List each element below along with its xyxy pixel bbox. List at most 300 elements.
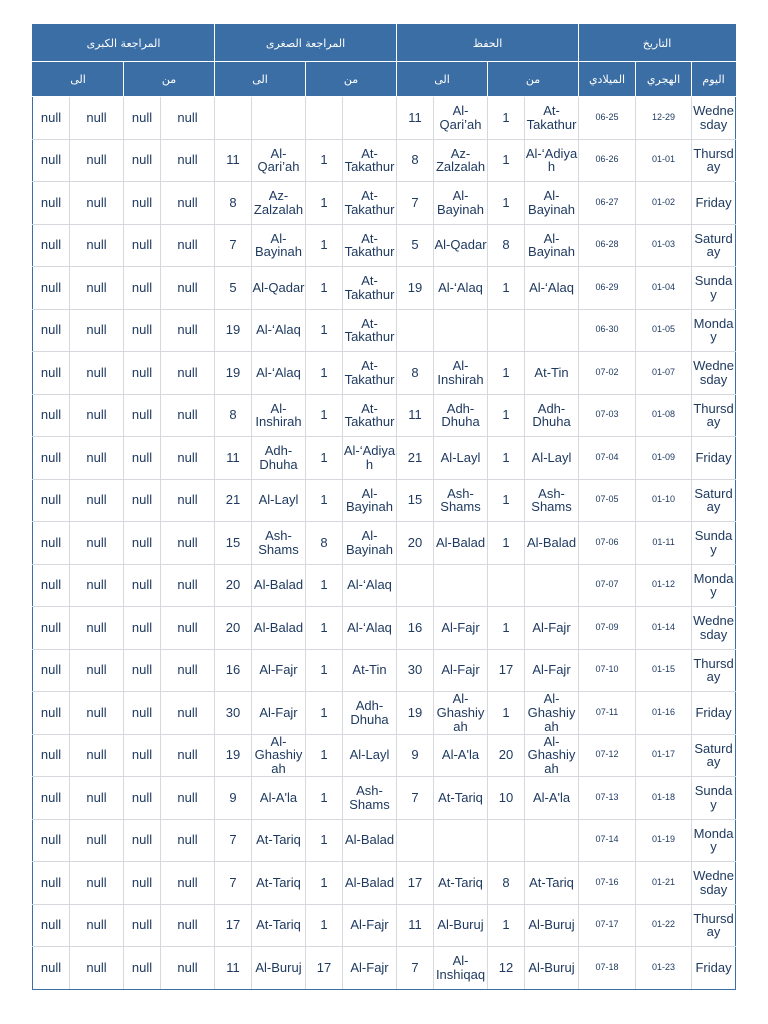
kubra-to-surah-cell: null: [70, 734, 124, 777]
kubra-to-ayah-cell: null: [33, 139, 70, 182]
hifz-to-ayah-cell: [397, 564, 434, 607]
day-cell: Sunday: [692, 777, 736, 820]
table-row: [33, 97, 736, 140]
kubra-from-surah-cell: null: [161, 947, 215, 990]
hifz-to-ayah-cell: 21: [397, 437, 434, 480]
gregorian-cell: 07-02: [579, 352, 636, 395]
sughra-from-ayah-cell: 1: [306, 437, 343, 480]
hifz-to-surah-cell: Al-‘Alaq: [434, 267, 488, 310]
kubra-to-ayah-cell: null: [33, 777, 70, 820]
hifz-from-surah-cell: At-Tariq: [525, 862, 579, 905]
header-day: اليوم: [692, 62, 736, 97]
table-row: [33, 819, 736, 862]
sughra-to-surah-cell: At-Tariq: [252, 904, 306, 947]
kubra-to-ayah-cell: null: [33, 224, 70, 267]
kubra-from-ayah-cell: null: [124, 309, 161, 352]
kubra-from-surah-cell: null: [161, 97, 215, 140]
kubra-to-surah-cell: null: [70, 224, 124, 267]
sughra-to-surah-cell: Al-Layl: [252, 479, 306, 522]
hijri-cell: 01-18: [636, 777, 692, 820]
sughra-from-surah-cell: At-Takathur: [343, 182, 397, 225]
sughra-from-surah-cell: At-Takathur: [343, 267, 397, 310]
hijri-cell: 01-16: [636, 692, 692, 735]
gregorian-cell: 07-06: [579, 522, 636, 565]
sughra-to-surah-cell: Ash-Shams: [252, 522, 306, 565]
kubra-from-surah-cell: null: [161, 819, 215, 862]
hifz-from-surah-cell: Al-A'la: [525, 777, 579, 820]
sughra-to-ayah-cell: 17: [215, 904, 252, 947]
kubra-to-ayah-cell: null: [33, 182, 70, 225]
kubra-from-surah-cell: null: [161, 777, 215, 820]
kubra-from-ayah-cell: null: [124, 692, 161, 735]
sughra-from-ayah-cell: 1: [306, 352, 343, 395]
hifz-from-ayah-cell: 1: [488, 394, 525, 437]
hijri-cell: 01-08: [636, 394, 692, 437]
sughra-to-ayah-cell: 8: [215, 182, 252, 225]
hifz-from-ayah-cell: [488, 819, 525, 862]
table-row: [33, 224, 736, 267]
kubra-from-surah-cell: null: [161, 479, 215, 522]
table-row: [33, 182, 736, 225]
gregorian-cell: 07-10: [579, 649, 636, 692]
hifz-to-surah-cell: Al-Fajr: [434, 649, 488, 692]
sughra-to-ayah-cell: 7: [215, 819, 252, 862]
sughra-from-surah-cell: Al-Layl: [343, 734, 397, 777]
hifz-to-surah-cell: Az-Zalzalah: [434, 139, 488, 182]
hifz-to-ayah-cell: 8: [397, 352, 434, 395]
hifz-to-ayah-cell: 11: [397, 904, 434, 947]
hifz-from-surah-cell: Al-Layl: [525, 437, 579, 480]
hijri-cell: 01-17: [636, 734, 692, 777]
hifz-to-ayah-cell: 17: [397, 862, 434, 905]
sughra-from-surah-cell: Al-Bayinah: [343, 479, 397, 522]
gregorian-cell: 06-27: [579, 182, 636, 225]
kubra-from-ayah-cell: null: [124, 734, 161, 777]
header-hijri: الهجري: [636, 62, 692, 97]
kubra-to-surah-cell: null: [70, 777, 124, 820]
hijri-cell: 01-07: [636, 352, 692, 395]
day-cell: Saturday: [692, 479, 736, 522]
hifz-to-ayah-cell: 7: [397, 182, 434, 225]
sughra-from-ayah-cell: 1: [306, 649, 343, 692]
kubra-to-surah-cell: null: [70, 182, 124, 225]
sughra-from-surah-cell: Al-‘Alaq: [343, 564, 397, 607]
hifz-to-ayah-cell: 19: [397, 267, 434, 310]
sughra-to-surah-cell: Al-Inshirah: [252, 394, 306, 437]
hifz-to-surah-cell: Al-Qadar: [434, 224, 488, 267]
kubra-from-ayah-cell: null: [124, 479, 161, 522]
sughra-to-surah-cell: Al-A'la: [252, 777, 306, 820]
header-kubra-to: الى: [33, 62, 124, 97]
kubra-to-surah-cell: null: [70, 564, 124, 607]
kubra-from-surah-cell: null: [161, 182, 215, 225]
kubra-to-surah-cell: null: [70, 904, 124, 947]
sughra-to-ayah-cell: 9: [215, 777, 252, 820]
sughra-to-ayah-cell: 30: [215, 692, 252, 735]
hifz-to-surah-cell: Al-Ghashiyah: [434, 692, 488, 735]
hifz-from-ayah-cell: 8: [488, 224, 525, 267]
table-row: [33, 522, 736, 565]
sughra-from-surah-cell: Al-Balad: [343, 819, 397, 862]
hifz-from-ayah-cell: 1: [488, 479, 525, 522]
day-cell: Monday: [692, 309, 736, 352]
kubra-from-surah-cell: null: [161, 649, 215, 692]
hifz-to-surah-cell: Al-Inshiqaq: [434, 947, 488, 990]
hifz-from-surah-cell: Ash-Shams: [525, 479, 579, 522]
header-sughra-from: من: [306, 62, 397, 97]
table-row: [33, 692, 736, 735]
day-cell: Saturday: [692, 734, 736, 777]
kubra-to-ayah-cell: null: [33, 734, 70, 777]
sughra-to-ayah-cell: 7: [215, 224, 252, 267]
hifz-to-ayah-cell: 8: [397, 139, 434, 182]
header-group-kubra: المراجعة الكبرى: [33, 25, 215, 62]
kubra-from-ayah-cell: null: [124, 819, 161, 862]
sughra-to-ayah-cell: 7: [215, 862, 252, 905]
gregorian-cell: 06-29: [579, 267, 636, 310]
kubra-to-surah-cell: null: [70, 394, 124, 437]
gregorian-cell: 07-05: [579, 479, 636, 522]
hifz-to-ayah-cell: 16: [397, 607, 434, 650]
hijri-cell: 01-11: [636, 522, 692, 565]
kubra-to-surah-cell: null: [70, 692, 124, 735]
sughra-from-ayah-cell: 1: [306, 564, 343, 607]
sughra-to-surah-cell: Az-Zalzalah: [252, 182, 306, 225]
sughra-from-surah-cell: At-Takathur: [343, 309, 397, 352]
day-cell: Friday: [692, 182, 736, 225]
sughra-from-surah-cell: At-Takathur: [343, 224, 397, 267]
gregorian-cell: 07-17: [579, 904, 636, 947]
gregorian-cell: 06-30: [579, 309, 636, 352]
kubra-to-ayah-cell: null: [33, 479, 70, 522]
day-cell: Sunday: [692, 267, 736, 310]
table-row: [33, 777, 736, 820]
kubra-from-ayah-cell: null: [124, 947, 161, 990]
kubra-to-surah-cell: null: [70, 139, 124, 182]
table-row: [33, 649, 736, 692]
hifz-from-surah-cell: Al-Fajr: [525, 649, 579, 692]
hifz-from-surah-cell: [525, 309, 579, 352]
kubra-to-surah-cell: null: [70, 267, 124, 310]
day-cell: Thursday: [692, 649, 736, 692]
hijri-cell: 01-09: [636, 437, 692, 480]
hifz-to-surah-cell: Al-A'la: [434, 734, 488, 777]
hijri-cell: 01-19: [636, 819, 692, 862]
hifz-to-ayah-cell: 7: [397, 777, 434, 820]
hijri-cell: 01-12: [636, 564, 692, 607]
hifz-from-ayah-cell: 1: [488, 352, 525, 395]
table-row: [33, 564, 736, 607]
kubra-to-surah-cell: null: [70, 522, 124, 565]
day-cell: Wednesday: [692, 607, 736, 650]
table-row: [33, 352, 736, 395]
sughra-to-ayah-cell: 15: [215, 522, 252, 565]
hifz-to-ayah-cell: 19: [397, 692, 434, 735]
kubra-to-ayah-cell: null: [33, 607, 70, 650]
gregorian-cell: 07-16: [579, 862, 636, 905]
hifz-to-ayah-cell: 20: [397, 522, 434, 565]
hijri-cell: 01-01: [636, 139, 692, 182]
kubra-from-ayah-cell: null: [124, 394, 161, 437]
header-gregorian: الميلادي: [579, 62, 636, 97]
hifz-from-surah-cell: Al-Ghashiyah: [525, 692, 579, 735]
sughra-to-surah-cell: Al-‘Alaq: [252, 309, 306, 352]
schedule-table: [32, 24, 736, 990]
hifz-to-ayah-cell: 7: [397, 947, 434, 990]
sughra-to-surah-cell: [252, 97, 306, 140]
day-cell: Thursday: [692, 139, 736, 182]
gregorian-cell: 07-13: [579, 777, 636, 820]
sughra-to-surah-cell: Al-Balad: [252, 564, 306, 607]
gregorian-cell: 06-25: [579, 97, 636, 140]
table-row: [33, 139, 736, 182]
sughra-from-ayah-cell: 1: [306, 819, 343, 862]
kubra-to-ayah-cell: null: [33, 649, 70, 692]
sughra-from-ayah-cell: 1: [306, 394, 343, 437]
hifz-from-ayah-cell: 8: [488, 862, 525, 905]
hifz-to-ayah-cell: 5: [397, 224, 434, 267]
sughra-to-ayah-cell: 5: [215, 267, 252, 310]
hifz-to-surah-cell: [434, 564, 488, 607]
sughra-to-surah-cell: Al-Qadar: [252, 267, 306, 310]
hifz-from-ayah-cell: 20: [488, 734, 525, 777]
hifz-from-surah-cell: Al-Ghashiyah: [525, 734, 579, 777]
kubra-from-surah-cell: null: [161, 437, 215, 480]
table-header: [33, 25, 736, 97]
sughra-from-ayah-cell: 1: [306, 139, 343, 182]
sughra-to-surah-cell: Al-Buruj: [252, 947, 306, 990]
table-row: [33, 734, 736, 777]
sughra-from-surah-cell: At-Takathur: [343, 139, 397, 182]
kubra-from-surah-cell: null: [161, 224, 215, 267]
hijri-cell: 01-23: [636, 947, 692, 990]
kubra-from-ayah-cell: null: [124, 267, 161, 310]
gregorian-cell: 07-03: [579, 394, 636, 437]
table-row: [33, 479, 736, 522]
hifz-to-surah-cell: Ash-Shams: [434, 479, 488, 522]
sughra-to-surah-cell: At-Tariq: [252, 819, 306, 862]
hifz-from-ayah-cell: 1: [488, 522, 525, 565]
sughra-from-surah-cell: Ash-Shams: [343, 777, 397, 820]
kubra-from-surah-cell: null: [161, 564, 215, 607]
header-hifz-from: من: [488, 62, 579, 97]
sughra-from-surah-cell: At-Takathur: [343, 352, 397, 395]
hifz-to-ayah-cell: [397, 309, 434, 352]
table-row: [33, 309, 736, 352]
kubra-from-surah-cell: null: [161, 522, 215, 565]
sughra-to-ayah-cell: 16: [215, 649, 252, 692]
kubra-from-ayah-cell: null: [124, 777, 161, 820]
sughra-to-ayah-cell: 20: [215, 564, 252, 607]
hifz-from-ayah-cell: 1: [488, 267, 525, 310]
kubra-to-surah-cell: null: [70, 97, 124, 140]
day-cell: Friday: [692, 437, 736, 480]
sughra-from-ayah-cell: 1: [306, 777, 343, 820]
day-cell: Sunday: [692, 522, 736, 565]
kubra-to-ayah-cell: null: [33, 692, 70, 735]
hijri-cell: 01-15: [636, 649, 692, 692]
hijri-cell: 01-21: [636, 862, 692, 905]
hifz-to-surah-cell: [434, 819, 488, 862]
gregorian-cell: 07-07: [579, 564, 636, 607]
hifz-to-ayah-cell: 11: [397, 97, 434, 140]
kubra-from-ayah-cell: null: [124, 607, 161, 650]
kubra-from-ayah-cell: null: [124, 862, 161, 905]
hifz-from-ayah-cell: 1: [488, 904, 525, 947]
sughra-from-ayah-cell: 17: [306, 947, 343, 990]
hifz-from-surah-cell: At-Takathur: [525, 97, 579, 140]
sughra-from-surah-cell: At-Tin: [343, 649, 397, 692]
day-cell: Saturday: [692, 224, 736, 267]
kubra-from-ayah-cell: null: [124, 904, 161, 947]
day-cell: Friday: [692, 947, 736, 990]
sughra-to-surah-cell: Al-Fajr: [252, 692, 306, 735]
hifz-from-surah-cell: Al-Balad: [525, 522, 579, 565]
gregorian-cell: 06-28: [579, 224, 636, 267]
kubra-to-surah-cell: null: [70, 947, 124, 990]
sughra-from-ayah-cell: [306, 97, 343, 140]
hifz-from-surah-cell: Al-Bayinah: [525, 224, 579, 267]
kubra-to-ayah-cell: null: [33, 352, 70, 395]
kubra-to-ayah-cell: null: [33, 819, 70, 862]
kubra-to-surah-cell: null: [70, 479, 124, 522]
header-sughra-to: الى: [215, 62, 306, 97]
hijri-cell: 01-10: [636, 479, 692, 522]
hijri-cell: 01-04: [636, 267, 692, 310]
sughra-to-ayah-cell: 19: [215, 309, 252, 352]
hifz-to-surah-cell: Al-Inshirah: [434, 352, 488, 395]
hifz-from-ayah-cell: 1: [488, 692, 525, 735]
day-cell: Monday: [692, 819, 736, 862]
kubra-to-ayah-cell: null: [33, 862, 70, 905]
hifz-from-surah-cell: Al-Buruj: [525, 904, 579, 947]
hifz-from-surah-cell: [525, 819, 579, 862]
sughra-from-ayah-cell: 8: [306, 522, 343, 565]
table-row: [33, 394, 736, 437]
hifz-to-surah-cell: Adh-Dhuha: [434, 394, 488, 437]
sughra-from-surah-cell: Al-‘Alaq: [343, 607, 397, 650]
hifz-from-surah-cell: Al-Bayinah: [525, 182, 579, 225]
sughra-to-surah-cell: Al-Balad: [252, 607, 306, 650]
sughra-from-surah-cell: [343, 97, 397, 140]
sughra-from-surah-cell: Adh-Dhuha: [343, 692, 397, 735]
hifz-from-ayah-cell: 1: [488, 139, 525, 182]
header-group-sughra: المراجعة الصغرى: [215, 25, 397, 62]
kubra-from-ayah-cell: null: [124, 97, 161, 140]
kubra-from-surah-cell: null: [161, 139, 215, 182]
sughra-from-ayah-cell: 1: [306, 692, 343, 735]
gregorian-cell: 07-18: [579, 947, 636, 990]
sughra-to-ayah-cell: 8: [215, 394, 252, 437]
table-row: [33, 437, 736, 480]
kubra-to-surah-cell: null: [70, 607, 124, 650]
table-row: [33, 947, 736, 990]
kubra-from-ayah-cell: null: [124, 224, 161, 267]
kubra-to-ayah-cell: null: [33, 309, 70, 352]
kubra-from-ayah-cell: null: [124, 352, 161, 395]
header-group-row: [33, 25, 736, 62]
hijri-cell: 12-29: [636, 97, 692, 140]
hifz-from-surah-cell: [525, 564, 579, 607]
hifz-from-ayah-cell: 10: [488, 777, 525, 820]
hifz-from-ayah-cell: 1: [488, 437, 525, 480]
kubra-to-ayah-cell: null: [33, 904, 70, 947]
hifz-to-surah-cell: Al-Balad: [434, 522, 488, 565]
sughra-to-ayah-cell: 11: [215, 437, 252, 480]
kubra-from-surah-cell: null: [161, 309, 215, 352]
sughra-from-ayah-cell: 1: [306, 479, 343, 522]
kubra-from-surah-cell: null: [161, 607, 215, 650]
gregorian-cell: 07-12: [579, 734, 636, 777]
kubra-from-surah-cell: null: [161, 734, 215, 777]
hijri-cell: 01-22: [636, 904, 692, 947]
hifz-from-ayah-cell: 17: [488, 649, 525, 692]
gregorian-cell: 07-09: [579, 607, 636, 650]
kubra-to-surah-cell: null: [70, 437, 124, 480]
kubra-from-ayah-cell: null: [124, 564, 161, 607]
hifz-to-surah-cell: Al-Layl: [434, 437, 488, 480]
header-group-date: التاريخ: [579, 25, 736, 62]
hifz-from-surah-cell: Al-‘Adiyah: [525, 139, 579, 182]
day-cell: Thursday: [692, 394, 736, 437]
sughra-from-surah-cell: Al-‘Adiyah: [343, 437, 397, 480]
header-hifz-to: الى: [397, 62, 488, 97]
sughra-to-ayah-cell: 19: [215, 734, 252, 777]
kubra-from-ayah-cell: null: [124, 437, 161, 480]
kubra-to-surah-cell: null: [70, 649, 124, 692]
sughra-to-ayah-cell: 21: [215, 479, 252, 522]
kubra-to-ayah-cell: null: [33, 97, 70, 140]
hifz-to-surah-cell: At-Tariq: [434, 777, 488, 820]
hifz-to-surah-cell: Al-Fajr: [434, 607, 488, 650]
hifz-from-surah-cell: Adh-Dhuha: [525, 394, 579, 437]
hifz-to-surah-cell: Al-Qari’ah: [434, 97, 488, 140]
sughra-from-surah-cell: Al-Fajr: [343, 904, 397, 947]
hijri-cell: 01-14: [636, 607, 692, 650]
header-kubra-from: من: [124, 62, 215, 97]
kubra-from-ayah-cell: null: [124, 139, 161, 182]
hifz-from-surah-cell: Al-Buruj: [525, 947, 579, 990]
header-sub-row: [33, 62, 736, 97]
kubra-from-surah-cell: null: [161, 862, 215, 905]
sughra-from-ayah-cell: 1: [306, 224, 343, 267]
schedule-body: [33, 97, 736, 990]
sughra-from-ayah-cell: 1: [306, 267, 343, 310]
hifz-from-ayah-cell: 12: [488, 947, 525, 990]
hifz-from-ayah-cell: [488, 309, 525, 352]
hifz-to-surah-cell: Al-Bayinah: [434, 182, 488, 225]
sughra-from-ayah-cell: 1: [306, 182, 343, 225]
day-cell: Wednesday: [692, 352, 736, 395]
kubra-to-surah-cell: null: [70, 862, 124, 905]
kubra-to-ayah-cell: null: [33, 437, 70, 480]
kubra-from-ayah-cell: null: [124, 649, 161, 692]
hijri-cell: 01-02: [636, 182, 692, 225]
sughra-to-ayah-cell: [215, 97, 252, 140]
sughra-from-surah-cell: At-Takathur: [343, 394, 397, 437]
gregorian-cell: 07-11: [579, 692, 636, 735]
sughra-from-surah-cell: Al-Bayinah: [343, 522, 397, 565]
hifz-to-surah-cell: Al-Buruj: [434, 904, 488, 947]
sughra-to-surah-cell: Al-‘Alaq: [252, 352, 306, 395]
kubra-to-surah-cell: null: [70, 309, 124, 352]
hifz-to-ayah-cell: 30: [397, 649, 434, 692]
kubra-from-ayah-cell: null: [124, 182, 161, 225]
hijri-cell: 01-03: [636, 224, 692, 267]
sughra-to-surah-cell: Al-Fajr: [252, 649, 306, 692]
hifz-to-ayah-cell: 11: [397, 394, 434, 437]
sughra-from-surah-cell: Al-Fajr: [343, 947, 397, 990]
